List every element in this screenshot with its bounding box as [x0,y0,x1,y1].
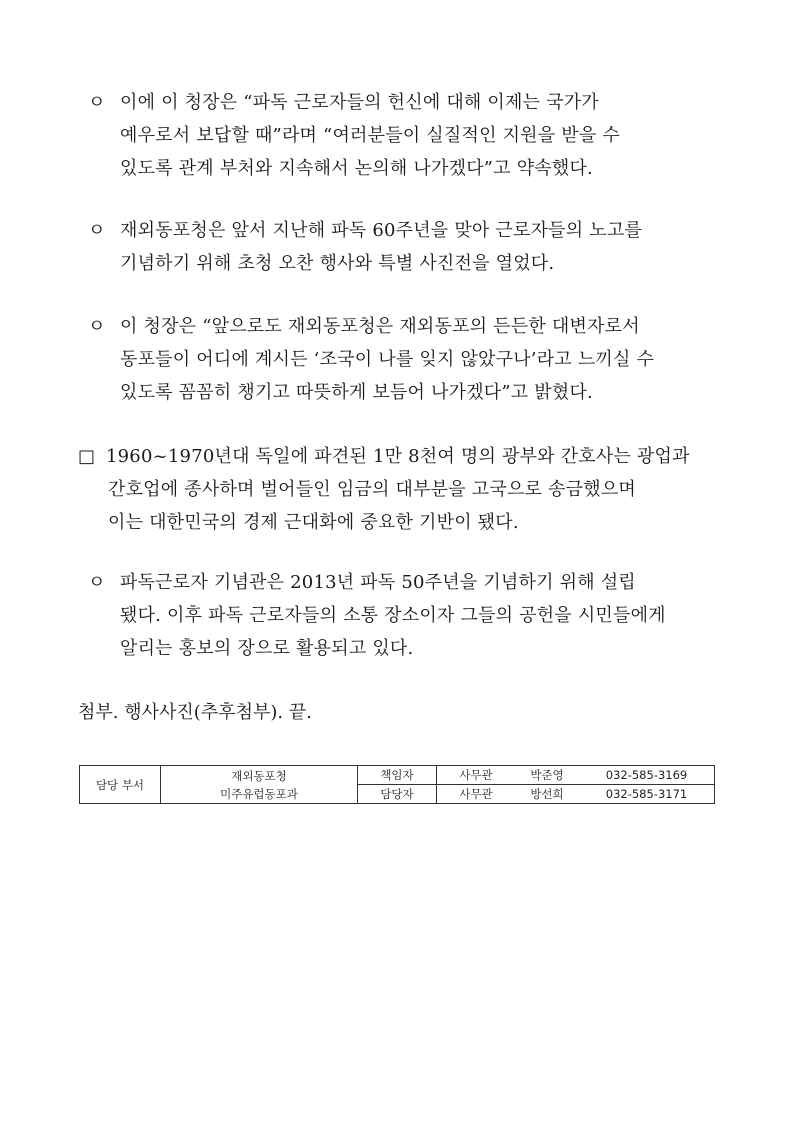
name-cell: 방선희 [515,785,579,804]
bullet-marker: ㅇ [88,572,106,593]
table-row [80,766,715,785]
paragraph-line: 있도록 관계 부처와 지속해서 논의해 나가겠다”고 약속했다. [120,158,593,179]
dept-label: 담당 부서 [80,766,161,804]
paragraph-3 [88,310,728,409]
paragraph-line: 예우로서 보답할 때”라며 “여러분들이 실질적인 지원을 받을 수 [120,125,620,146]
paragraph-line: 1960~1970년대 독일에 파견된 1만 8천여 명의 광부와 간호사는 광업과 [106,446,690,467]
contact-table [79,765,715,804]
dept-name-line2: 미주유럽동포과 [220,786,298,801]
paragraph-line: 기념하기 위해 초청 오찬 행사와 특별 사진전을 열었다. [120,253,555,274]
role-cell: 책임자 [358,766,437,785]
name-cell: 박준영 [515,766,579,785]
paragraph-line: 있도록 꼼꼼히 챙기고 따뜻하게 보듬어 나가겠다”고 밝혔다. [120,382,593,403]
paragraph-line: 이는 대한민국의 경제 근대화에 중요한 기반이 됐다. [108,512,519,533]
paragraph-1 [88,86,728,185]
title-cell: 사무관 [437,785,516,804]
bullet-marker: ㅇ [88,220,106,241]
paragraph-line: 파독근로자 기념관은 2013년 파독 50주년을 기념하기 위해 설립 [120,572,636,593]
paragraph-line: 재외동포청은 앞서 지난해 파독 60주년을 맞아 근로자들의 노고를 [120,220,643,241]
dept-name [161,766,358,804]
paragraph-line: 이에 이 청장은 “파독 근로자들의 헌신에 대해 이제는 국가가 [120,92,599,113]
paragraph-line: 됐다. 이후 파독 근로자들의 소통 장소이자 그들의 공헌을 시민들에게 [120,605,666,626]
paragraph-5 [88,566,728,665]
title-cell: 사무관 [437,766,516,785]
paragraph-line: 이 청장은 “앞으로도 재외동포청은 재외동포의 든든한 대변자로서 [120,316,640,337]
phone-cell: 032-585-3169 [579,766,715,785]
bullet-marker: ㅇ [88,316,106,337]
paragraph-2 [88,214,728,280]
phone-cell: 032-585-3171 [579,785,715,804]
paragraph-line: 알리는 홍보의 장으로 활용되고 있다. [120,638,414,659]
paragraph-4 [78,440,728,539]
paragraph-line: 간호업에 종사하며 벌어들인 임금의 대부분을 고국으로 송금했으며 [108,479,636,500]
attachment-note: 첨부. 행사사진(추후첨부). 끝. [78,702,312,723]
dept-name-line1: 재외동포청 [231,768,287,783]
box-marker: □ [78,446,96,467]
role-cell: 담당자 [358,785,437,804]
bullet-marker: ㅇ [88,92,106,113]
paragraph-line: 동포들이 어디에 계시든 ‘조국이 나를 잊지 않았구나’라고 느끼실 수 [120,349,655,370]
